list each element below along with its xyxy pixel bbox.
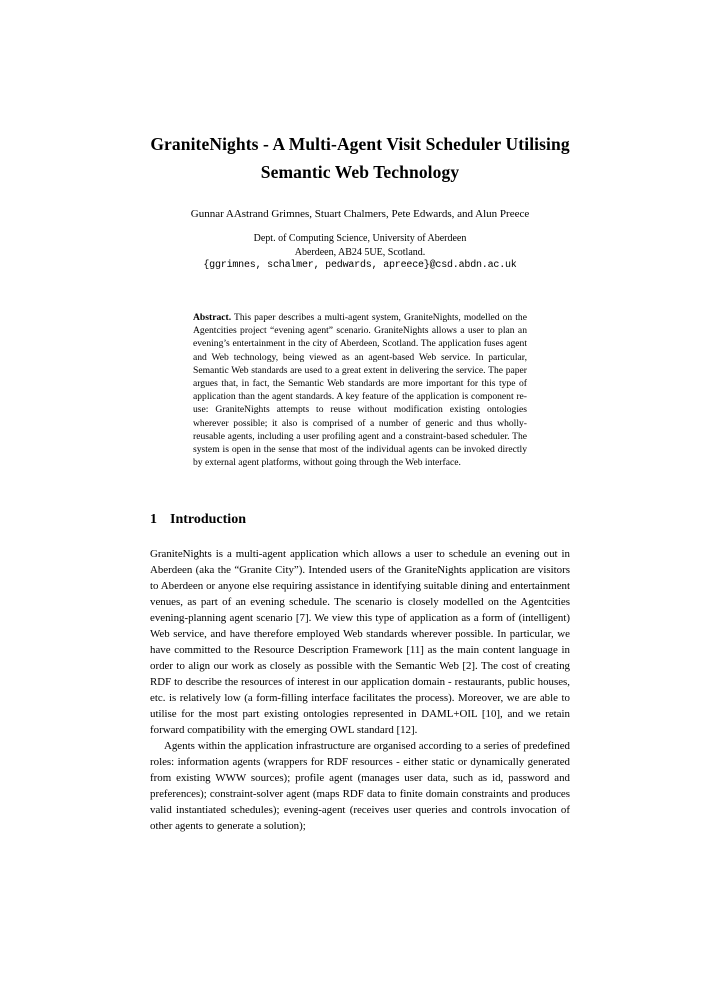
author-emails: {ggrimnes, schalmer, pedwards, apreece}@csd.abdn.ac.uk <box>203 260 517 271</box>
intro-paragraph-1: GraniteNights is a multi-agent application which allows a user to schedule an evening out in Aberdeen (aka the “Granite City”). Intended users of the GraniteNights application are visitors to Aberdeen or anyone else requiring assistance in identifying suitable dining and entertainment venues, as part of an evening schedule. The scenario is closely modelled on the Agentcities evening-planning agent scenario [7]. We view this type of application as a form of (intelligent) Web service, and have therefore employed Web standards wherever possible. In particular, we have committed to the Resource Description Framework [11] as the main content language in order to align our work as closely as possible with the Semantic Web [2]. The cost of creating RDF to describe the resources of interest in our application domain - restaurants, public houses, etc. is relatively low (a form-filling interface facilitates the process). Moreover, we are able to utilise for the most part existing ontologies represented in DAML+OIL [10], and we retain forward compatibility with the emerging OWL standard [12]. <box>150 548 570 737</box>
abstract-text: This paper describes a multi-agent system, GraniteNights, modelled on the Agentcities project “evening agent” scenario. GraniteNights allows a user to plan an evening’s entertainment in the city of Aberdeen, Scotland. The application fuses agent and Web technology, being viewed as an agent-based Web service. In particular, Semantic Web standards are used to a great extent in delivering the service. The paper argues that, in fact, the Semantic Web standards are more important for this type of application than the agent standards. A key feature of the application is component re-use: GraniteNights attempts to reuse without modification existing ontologies wherever possible; it also is comprised of a number of generic and thus wholly-reusable agents, including a user profiling agent and a constraint-based scheduler. The system is open in the sense that most of the individual agents can be invoked directly by external agent platforms, without going through the Web interface. <box>193 312 527 469</box>
abstract-block <box>193 311 527 469</box>
affiliation-line-1: Dept. of Computing Science, University of Aberdeen <box>253 233 467 244</box>
section-heading-introduction <box>150 511 570 529</box>
paper-title: GraniteNights - A Multi-Agent Visit Scheduler Utilising Semantic Web Technology <box>150 134 570 182</box>
author-list: Gunnar AAstrand Grimnes, Stuart Chalmers, Pete Edwards, and Alun Preece <box>190 208 530 220</box>
abstract-label: Abstract. <box>193 312 232 323</box>
text-column <box>150 0 570 834</box>
section-number: 1 <box>150 512 157 528</box>
intro-paragraph-2: Agents within the application infrastructure are organised according to a series of predefined roles: information agents (wrappers for RDF resources - either static or dynamically generated from existing WWW sources); profile agent (manages user data, such as id, password and preferences); constraint-solver agent (maps RDF data to finite domain constraints and produces valid instantiated schedules); evening-agent (receives user queries and controls invocation of other agents to generate a solution); <box>150 740 570 833</box>
affiliation-line-2: Aberdeen, AB24 5UE, Scotland. <box>294 246 426 258</box>
affiliation-block <box>150 232 570 273</box>
section-title: Introduction <box>170 512 246 528</box>
